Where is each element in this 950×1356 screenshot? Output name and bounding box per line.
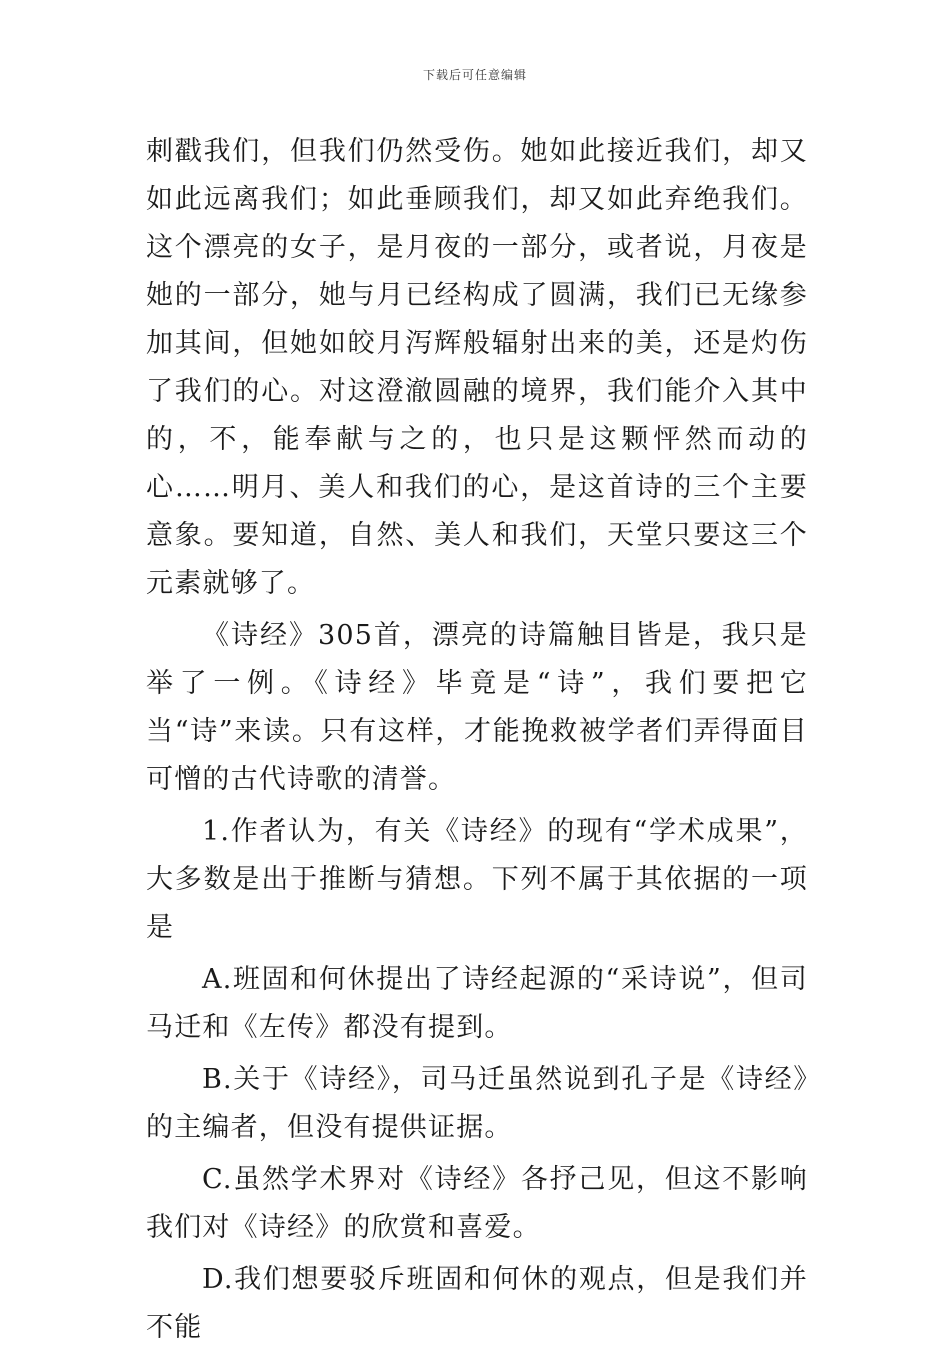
question-stem: 1.作者认为，有关《诗经》的现有“学术成果”，大多数是出于推断与猜想。下列不属于其依据的一项是 <box>146 816 808 943</box>
option-b: B.关于《诗经》，司马迁虽然说到孔子是《诗经》的主编者，但没有提供证据。 <box>146 1064 808 1143</box>
option-c: C.虽然学术界对《诗经》各抒己见，但这不影响我们对《诗经》的欣赏和喜爱。 <box>146 1164 808 1243</box>
paragraph-shijing: 《诗经》305首，漂亮的诗篇触目皆是，我只是举了一例。《诗经》毕竟是“诗”，我们要把它当“诗”来读。只有这样，才能挽救被学者们弄得面目可憎的古代诗歌的清誉。 <box>146 620 808 795</box>
option-d: D.我们想要驳斥班固和何休的观点，但是我们并不能 <box>146 1264 808 1343</box>
paragraph-continued: 刺戳我们，但我们仍然受伤。她如此接近我们，却又如此远离我们；如此垂顾我们，却又如此弃绝我们。这个漂亮的女子，是月夜的一部分，或者说，月夜是她的一部分，她与月已经构成了圆满，我们已无缘参加其间，但她如皎月泻辉般辐射出来的美，还是灼伤了我们的心。对这澄澈圆融的境界，我们能介入其中的，不，能奉献与之的，也只是这颗怦然而动的心……明月、美人和我们的心，是这首诗的三个主要意象。要知道，自然、美人和我们，天堂只要这三个元素就够了。 <box>146 136 808 599</box>
document-body <box>146 128 808 1356</box>
header-note: 下载后可任意编辑 <box>422 68 527 82</box>
option-a: A.班固和何休提出了诗经起源的“采诗说”，但司马迁和《左传》都没有提到。 <box>146 964 808 1043</box>
